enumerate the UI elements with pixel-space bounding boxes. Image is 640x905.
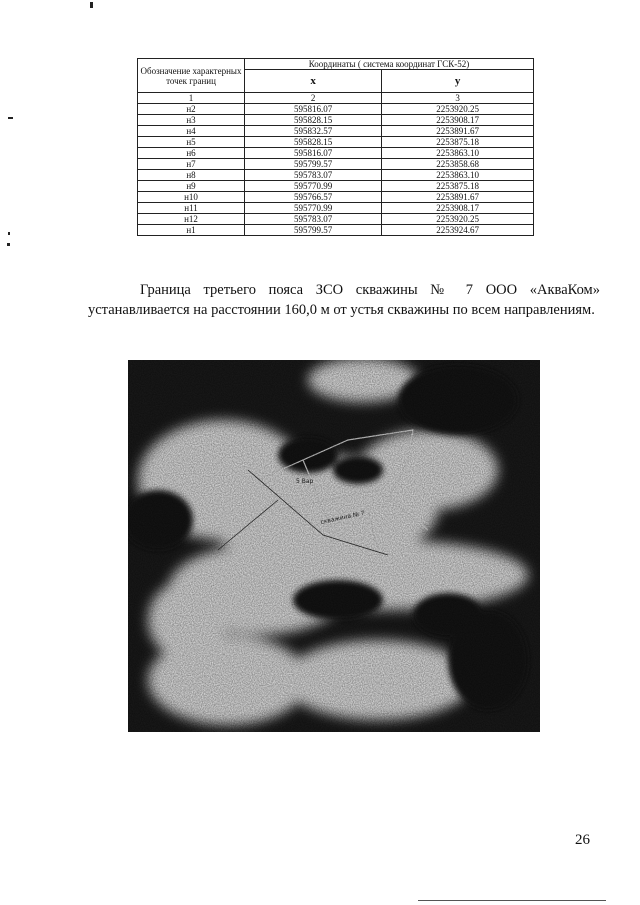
scan-mark [8,117,13,119]
table-cell: 2253891.67 [382,192,534,203]
table-cell: 2253891.67 [382,126,534,137]
table-cell: н5 [138,137,245,148]
table-cell: 595828.15 [245,137,382,148]
table-cell: 595799.57 [245,159,382,170]
paragraph-text: Граница третьего пояса ЗСО скважины № 7 ООО «АкваКом» устанавливается на расстоянии 160,0 м от устья скважины по всем направлениям. [88,282,600,318]
table-cell: 2253863.10 [382,148,534,159]
table-cell: 595832.57 [245,126,382,137]
table-cell: 2253875.18 [382,137,534,148]
aerial-photo [128,360,540,732]
table-row [138,192,534,203]
table-row [138,115,534,126]
table-cell: 595766.57 [245,192,382,203]
table-cell: 2253908.17 [382,115,534,126]
table-cell: н10 [138,192,245,203]
numbering-row [138,93,534,104]
table-row [138,126,534,137]
boundary-paragraph [88,280,600,320]
table-row [138,148,534,159]
y-header: y [382,70,534,93]
point-designation-header: Обозначение характерных точек границ [138,59,245,93]
coordinates-table [137,58,534,236]
x-header: x [245,70,382,93]
page-number: 26 [575,832,590,848]
scan-mark [90,2,93,8]
table-row [138,137,534,148]
photo-label-well: скважина № 7 [319,509,366,526]
table-cell: 595799.57 [245,225,382,236]
table-row [138,225,534,236]
coordinates-header: Координаты ( система координат ГСК-52) [245,59,534,70]
photo-label-5: 5 Вар [296,478,314,485]
table-row [138,181,534,192]
scan-mark [8,232,10,235]
table-row [138,159,534,170]
table-cell: н6 [138,148,245,159]
table-cell: н12 [138,214,245,225]
table-cell: 2253863.10 [382,170,534,181]
table-cell: 595770.99 [245,181,382,192]
table-cell: 2253908.17 [382,203,534,214]
scan-mark [7,243,10,246]
table-cell: н3 [138,115,245,126]
table-cell: 595828.15 [245,115,382,126]
table-cell: н11 [138,203,245,214]
table-cell: 595816.07 [245,148,382,159]
table-cell: н7 [138,159,245,170]
aerial-photo-graphic [128,360,540,732]
table-cell: 595783.07 [245,214,382,225]
bottom-rule [418,900,606,901]
table-row [138,170,534,181]
table-cell: 2253920.25 [382,214,534,225]
table-row [138,203,534,214]
table-cell: 1 [138,93,245,104]
table-cell: н4 [138,126,245,137]
table-cell: 595783.07 [245,170,382,181]
table-cell: 3 [382,93,534,104]
table-cell: н2 [138,104,245,115]
table-row [138,104,534,115]
table-cell: 595816.07 [245,104,382,115]
table-cell: н1 [138,225,245,236]
table-cell: 2253920.25 [382,104,534,115]
table-cell: 2253924.67 [382,225,534,236]
table-cell: н9 [138,181,245,192]
table-cell: н8 [138,170,245,181]
table-cell: 2253858.68 [382,159,534,170]
table-row [138,214,534,225]
table-cell: 2253875.18 [382,181,534,192]
table-cell: 595770.99 [245,203,382,214]
table-cell: 2 [245,93,382,104]
